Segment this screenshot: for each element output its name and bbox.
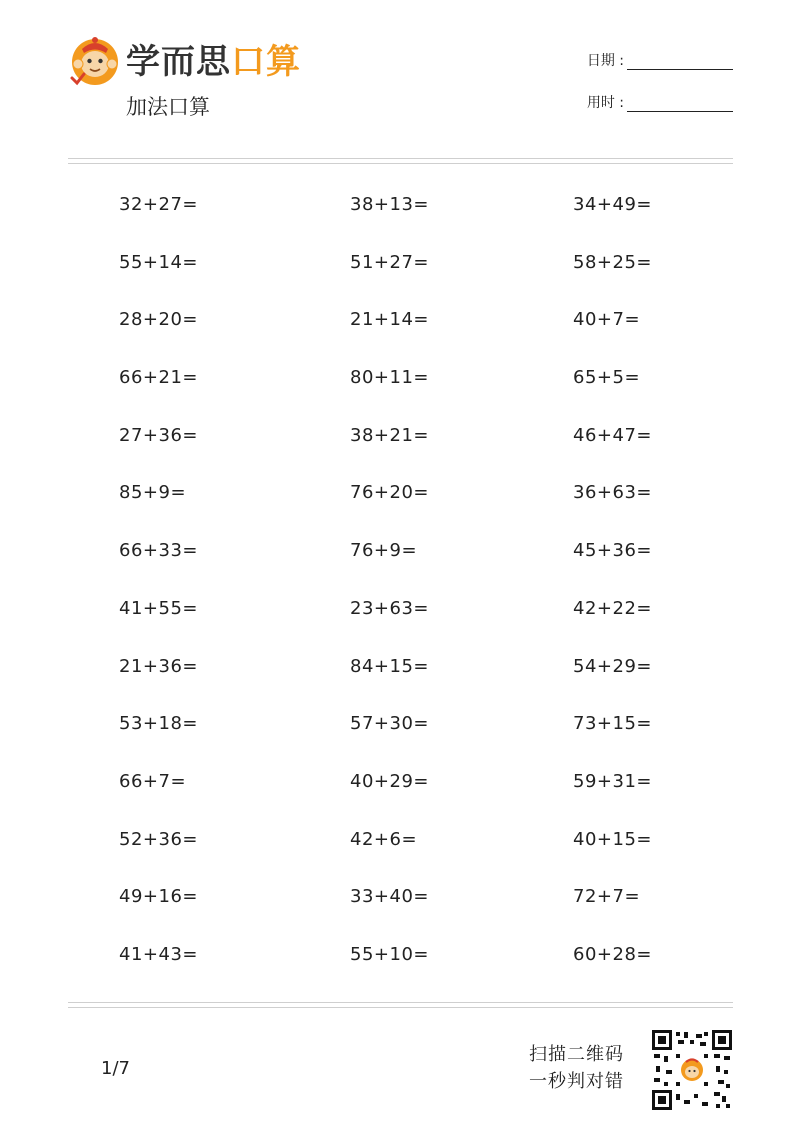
problem-item: 38+13= — [350, 194, 429, 215]
problem-row — [0, 823, 800, 881]
problem-item: 66+21= — [119, 367, 198, 389]
problem-row — [0, 707, 800, 765]
problem-item: 76+20= — [350, 482, 429, 504]
page-number: 1/7 — [101, 1058, 130, 1079]
problem-item: 32+27= — [119, 194, 198, 215]
problem-item: 57+30= — [350, 713, 429, 735]
scan-instructions — [529, 1041, 624, 1095]
problem-grid — [0, 188, 800, 996]
problem-item: 42+6= — [350, 828, 418, 850]
problem-item: 80+11= — [350, 367, 429, 389]
problem-row — [0, 246, 800, 304]
problem-item: 34+49= — [573, 194, 652, 215]
problem-item: 52+36= — [119, 828, 198, 850]
problem-item: 55+10= — [350, 943, 429, 965]
brand-accent: 口算 — [231, 42, 301, 82]
footer-divider-bottom — [68, 1007, 733, 1008]
date-blank[interactable] — [627, 53, 733, 70]
problem-item: 49+16= — [119, 886, 198, 908]
problem-item: 40+29= — [350, 770, 429, 792]
date-label: 日期 : — [586, 53, 624, 69]
problem-row — [0, 476, 800, 534]
worksheet-subtitle: 加法口算 — [126, 95, 210, 119]
header-divider-top — [68, 158, 733, 159]
problem-item: 33+40= — [350, 886, 429, 908]
problem-item: 36+63= — [573, 482, 652, 504]
problem-item: 46+47= — [573, 424, 652, 446]
problem-item: 28+20= — [119, 309, 198, 331]
problem-item: 42+22= — [573, 597, 652, 619]
qr-code-icon[interactable] — [652, 1030, 732, 1110]
problem-item: 38+21= — [350, 424, 429, 446]
monkey-mascot-icon — [68, 34, 122, 88]
problem-row — [0, 188, 800, 246]
problem-row — [0, 361, 800, 419]
problem-item: 27+36= — [119, 424, 198, 446]
scan-line-1: 扫描二维码 — [529, 1044, 624, 1065]
time-label: 用时 : — [586, 95, 624, 111]
problem-item: 55+14= — [119, 251, 198, 273]
scan-line-2: 一秒判对错 — [529, 1071, 624, 1092]
problem-item: 65+5= — [573, 367, 641, 389]
problem-item: 54+29= — [573, 655, 652, 677]
problem-item: 58+25= — [573, 251, 652, 273]
problem-item: 40+15= — [573, 828, 652, 850]
problem-item: 53+18= — [119, 713, 198, 735]
problem-row — [0, 880, 800, 938]
time-field — [587, 92, 733, 112]
problem-item: 45+36= — [573, 540, 652, 562]
problem-row — [0, 938, 800, 996]
brand-main: 学而思 — [126, 42, 231, 82]
problem-item: 21+36= — [119, 655, 198, 677]
problem-item: 76+9= — [350, 540, 418, 562]
problem-row — [0, 303, 800, 361]
problem-item: 60+28= — [573, 943, 652, 965]
time-blank[interactable] — [627, 95, 733, 112]
problem-item: 51+27= — [350, 251, 429, 273]
problem-item: 66+7= — [119, 770, 187, 792]
problem-row — [0, 592, 800, 650]
problem-item: 23+63= — [350, 597, 429, 619]
header-divider-bottom — [68, 163, 733, 164]
problem-row — [0, 650, 800, 708]
problem-item: 40+7= — [573, 309, 641, 331]
problem-item: 84+15= — [350, 655, 429, 677]
problem-item: 66+33= — [119, 540, 198, 562]
problem-item: 59+31= — [573, 770, 652, 792]
problem-item: 72+7= — [573, 886, 641, 908]
problem-item: 21+14= — [350, 309, 429, 331]
problem-row — [0, 419, 800, 477]
brand-title — [126, 38, 301, 86]
problem-row — [0, 765, 800, 823]
problem-item: 85+9= — [119, 482, 187, 504]
problem-item: 41+55= — [119, 597, 198, 619]
problem-item: 41+43= — [119, 943, 198, 965]
footer-divider-top — [68, 1002, 733, 1003]
problem-row — [0, 534, 800, 592]
problem-item: 73+15= — [573, 713, 652, 735]
date-field — [587, 50, 733, 70]
